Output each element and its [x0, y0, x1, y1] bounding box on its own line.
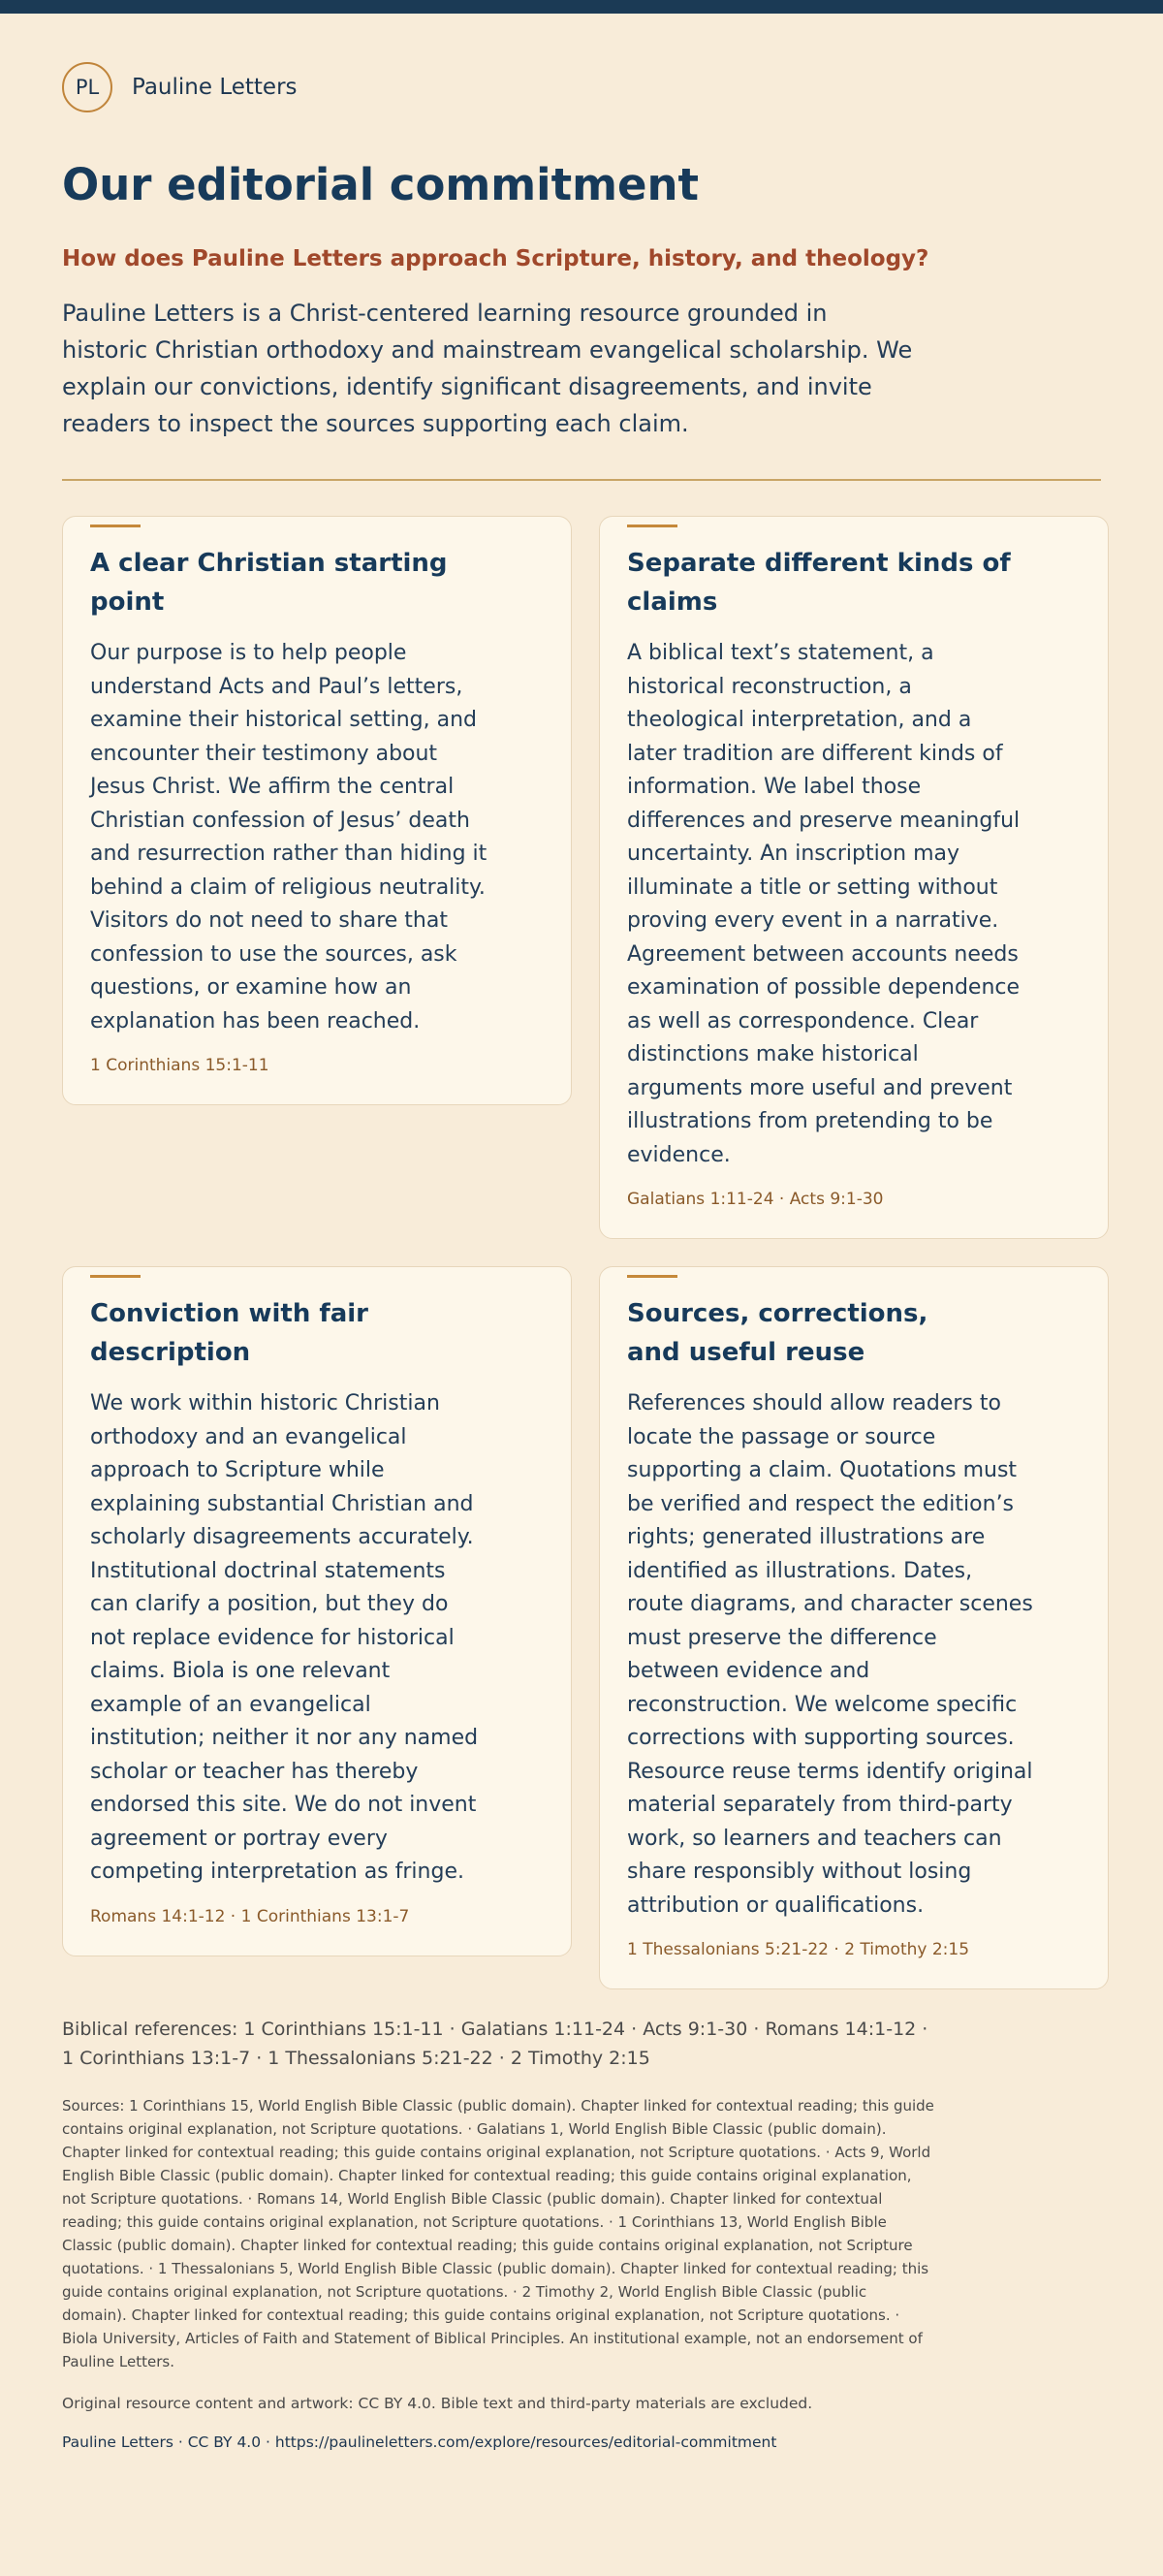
card-body: Our purpose is to help people understand Acts and Paul’s letters, examine their historical setting, and encounter their testimony about Jesus Christ. We affirm the central Christian confession of Jesus’ death and resurrection rather than hiding it behind a claim of religious neutrality. Visitors do not need to share that confession to use the sources, ask questions, or examine how an explanation has been reached. [90, 641, 487, 1034]
card-accent-line [90, 525, 141, 527]
card-christian-starting-point [62, 516, 572, 1105]
card-title: Conviction with fair description [90, 1299, 369, 1367]
card-kinds-of-claims [599, 516, 1109, 1239]
card-body: A biblical text’s statement, a historical reconstruction, a theological interpretation, and a later tradition are different kinds of information. We label those differences and preserve meaningful uncertainty. An inscription may illuminate a title or setting without proving every event in a narrative. Agreement between accounts needs examination of possible dependence as well as correspondence. Clear distinctions make historical arguments more useful and prevent illustrations from pretending to be evidence. [627, 641, 1021, 1167]
brand-name: Pauline Letters [132, 75, 298, 100]
card-title: A clear Christian starting point [90, 549, 448, 617]
card-accent-line [627, 525, 677, 527]
card-references[interactable]: Galatians 1:11-24 · Acts 9:1-30 [627, 1190, 884, 1209]
card-references[interactable]: Romans 14:1-12 · 1 Corinthians 13:1-7 [90, 1906, 410, 1926]
intro-paragraph: Pauline Letters is a Christ-centered learning resource grounded in historic Christian orthodoxy and mainstream evangelical scholarship. We explain our convictions, identify significant disagreements, and invite readers to inspect the sources supporting each claim. [62, 300, 913, 437]
footer-attribution[interactable]: Pauline Letters · CC BY 4.0 · https://paulineletters.com/explore/resources/editorial-commitment [62, 2433, 777, 2451]
license-note: Original resource content and artwork: CC BY 4.0. Bible text and third-party materials are excluded. [62, 2395, 813, 2412]
biblical-references: Biblical references: 1 Corinthians 15:1-11 · Galatians 1:11-24 · Acts 9:1-30 · Romans 14:1-12 · 1 Corinthians 13:1-7 · 1 Thessalonians 5:21-22 · 2 Timothy 2:15 [62, 2019, 928, 2069]
card-body: We work within historic Christian orthodoxy and an evangelical approach to Scripture while explaining substantial Christian and scholarly disagreements accurately. Institutional doctrinal statements can clarify a position, but they do not replace evidence for historical claims. Biola is one relevant example of an evangelical institution; neither it nor any named scholar or teacher has thereby endorsed this site. We do not invent agreement or portray every competing interpretation as fringe. [90, 1391, 479, 1884]
card-sources-corrections [599, 1266, 1109, 1989]
brand-logo: PL [62, 62, 112, 112]
card-title: Separate different kinds of claims [627, 549, 1011, 617]
card-conviction-fair-description [62, 1266, 572, 1956]
site-brand[interactable] [62, 62, 1101, 112]
top-bar [0, 0, 1163, 14]
card-body: References should allow readers to locate the passage or source supporting a claim. Quotations must be verified and respect the edition’s rights; generated illustrations are identified as illustrations. Dates, route diagrams, and character scenes must preserve the difference between evidence and reconstruction. We welcome specific corrections with supporting sources. Resource reuse terms identify original material separately from third-party work, so learners and teachers can share responsibly without losing attribution or qualifications. [627, 1391, 1033, 1918]
page-container [0, 62, 1163, 2451]
sources-list: Sources: 1 Corinthians 15, World English Bible Classic (public domain). Chapter linked for contextual reading; this guide contains original explanation, not Scripture quotations. · Galatians 1, World English Bible Classic (public domain). Chapter linked for contextual reading; this guide contains original explanation, not Scripture quotations. · Acts 9, World English Bible Classic (public domain). Chapter linked for contextual reading; this guide contains original explanation, not Scripture quotations. · Romans 14, World English Bible Classic (public domain). Chapter linked for contextual reading; this guide contains original explanation, not Scripture quotations. · 1 Corinthians 13, World English Bible Classic (public domain). Chapter linked for contextual reading; this guide contains original explanation, not Scripture quotations. · 1 Thessalonians 5, World English Bible Classic (public domain). Chapter linked for contextual reading; this guide contains original explanation, not Scripture quotations. · 2 Timothy 2, World English Bible Classic (public domain). Chapter linked for contextual reading; this guide contains original explanation, not Scripture quotations. · Biola University, Articles of Faith and Statement of Biblical Principles. An institutional example, not an endorsement of Pauline Letters. [62, 2097, 934, 2370]
page-question: How does Pauline Letters approach Scripture, history, and theology? [62, 246, 929, 271]
page-title: Our editorial commitment [62, 159, 700, 210]
commitment-cards [62, 516, 1101, 1989]
card-accent-line [90, 1275, 141, 1278]
section-divider [62, 479, 1101, 481]
card-references[interactable]: 1 Corinthians 15:1-11 [90, 1056, 269, 1075]
card-accent-line [627, 1275, 677, 1278]
card-title: Sources, corrections, and useful reuse [627, 1299, 928, 1367]
card-references[interactable]: 1 Thessalonians 5:21-22 · 2 Timothy 2:15 [627, 1940, 970, 1959]
